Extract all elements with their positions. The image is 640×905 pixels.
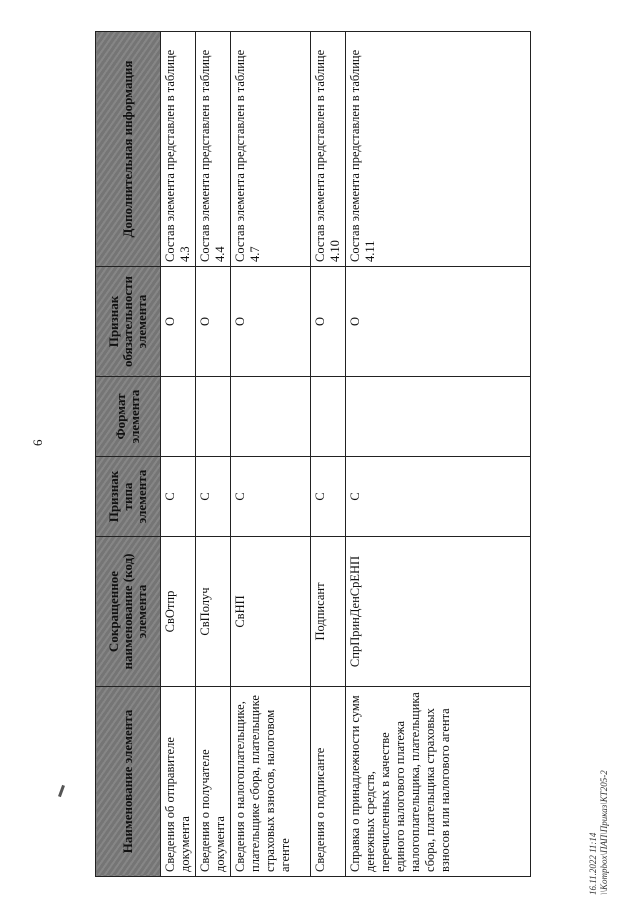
cell-code: СвНП — [231, 537, 311, 687]
header-element-required: Признак обязательности элемента — [96, 267, 161, 377]
cell-info: Состав элемента представлен в таблице 4.10 — [311, 32, 346, 267]
cell-code: СвОтпр — [161, 537, 196, 687]
elements-table-container — [95, 32, 530, 877]
cell-type: С — [311, 457, 346, 537]
cell-info: Состав элемента представлен в таблице 4.3 — [161, 32, 196, 267]
cell-format — [231, 377, 311, 457]
cell-required: О — [311, 267, 346, 377]
header-element-name: Наименование элемента — [96, 687, 161, 877]
cell-format — [161, 377, 196, 457]
cell-required: О — [161, 267, 196, 377]
cell-format — [346, 377, 531, 457]
cell-code: СвПолуч — [196, 537, 231, 687]
cell-name: Сведения о получателе документа — [196, 687, 231, 877]
cell-type: С — [346, 457, 531, 537]
cell-info: Состав элемента представлен в таблице 4.4 — [196, 32, 231, 267]
cell-code: СпрПринДенСрЕНП — [346, 537, 531, 687]
cell-name: Сведения об отправителе документа — [161, 687, 196, 877]
document-footer — [588, 770, 610, 895]
header-element-type: Признак типа элемента — [96, 457, 161, 537]
cell-format — [311, 377, 346, 457]
cell-type: С — [231, 457, 311, 537]
table-row — [311, 32, 346, 877]
cell-code: Подписант — [311, 537, 346, 687]
elements-table — [95, 31, 531, 877]
header-element-format: Формат элемента — [96, 377, 161, 457]
footer-path: \\Kompbox\ПАП\Приказ\КТ205-2 — [599, 770, 609, 895]
table-row — [196, 32, 231, 877]
cell-name: Справка о принадлежности сумм денежных средств, перечисленных в качестве единого налогового платежа налогоплательщика, плательщика сбора, плательщика страховых взносов или налогового агента — [346, 687, 531, 877]
table-header-row — [96, 32, 161, 877]
cell-required: О — [196, 267, 231, 377]
table-row — [231, 32, 311, 877]
page-number: 6 — [30, 439, 45, 446]
cell-required: О — [346, 267, 531, 377]
cell-type: С — [161, 457, 196, 537]
cell-info: Состав элемента представлен в таблице 4.11 — [346, 32, 531, 267]
pen-mark — [58, 785, 65, 797]
cell-format — [196, 377, 231, 457]
table-row — [346, 32, 531, 877]
header-element-code: Сокращенное наименование (код) элемента — [96, 537, 161, 687]
cell-name: Сведения о налогоплательщике, плательщике сбора, плательщике страховых взносов, налоговом агенте — [231, 687, 311, 877]
cell-type: С — [196, 457, 231, 537]
cell-required: О — [231, 267, 311, 377]
cell-name: Сведения о подписанте — [311, 687, 346, 877]
table-row — [161, 32, 196, 877]
header-additional-info: Дополнительная информация — [96, 32, 161, 267]
cell-info: Состав элемента представлен в таблице 4.7 — [231, 32, 311, 267]
footer-timestamp: 16.11.2022 11:14 — [588, 832, 598, 895]
